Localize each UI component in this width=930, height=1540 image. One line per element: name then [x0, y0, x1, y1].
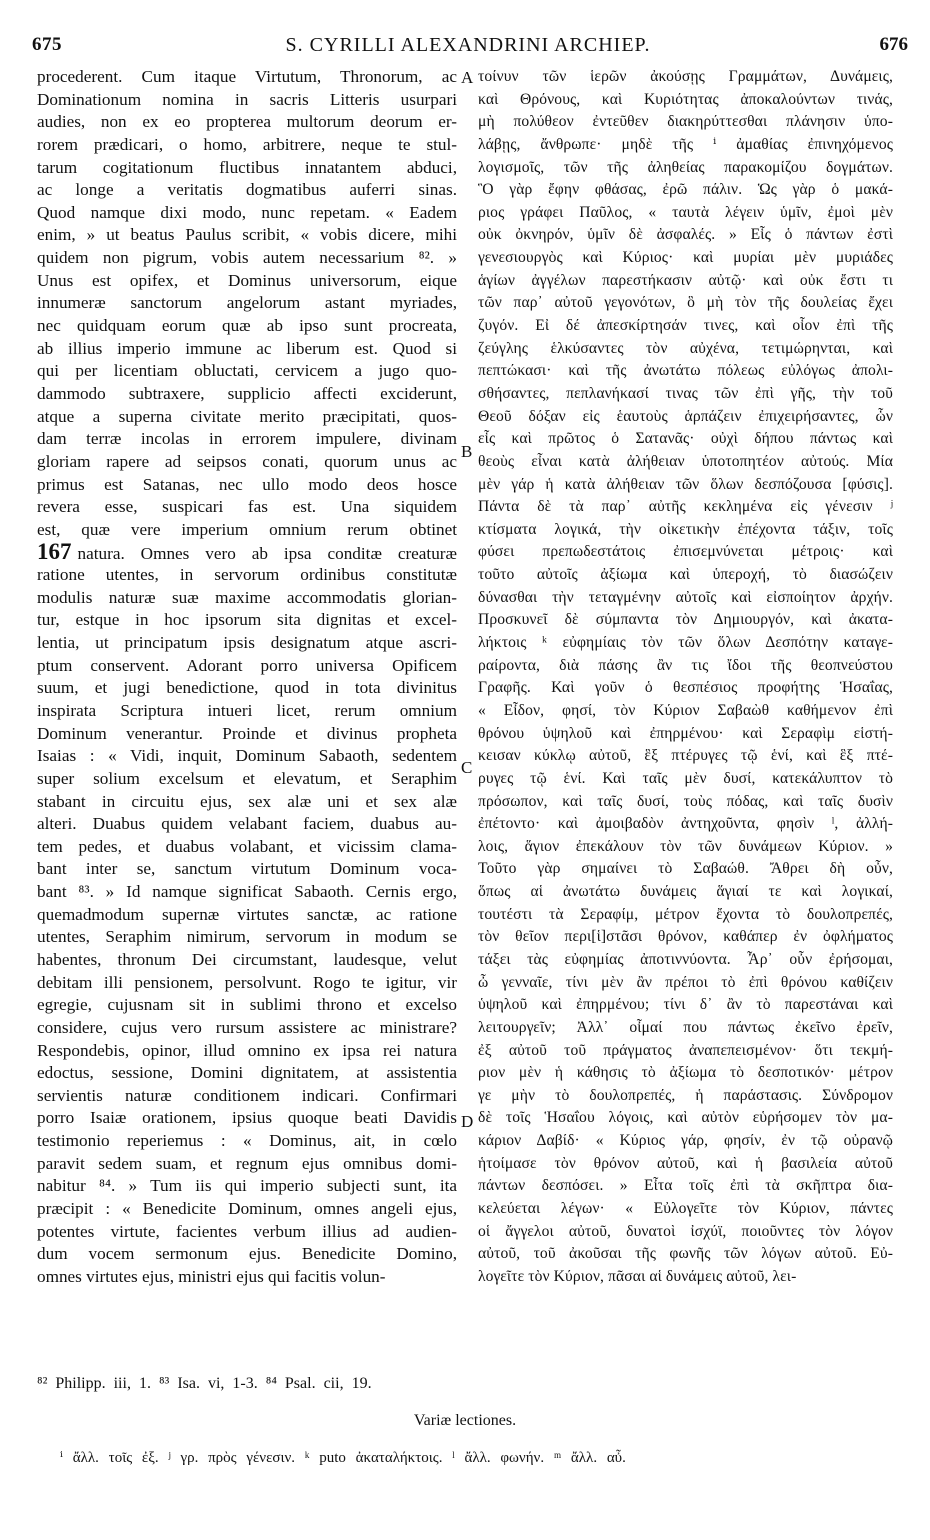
line-text: θρόνου ὑψηλοῦ καὶ ἐπηρμένου· καὶ Σεραφὶμ εἱστή-	[478, 724, 893, 742]
line-text: atque a superna civitate merito præcipitati, quos-	[37, 406, 457, 426]
line-text: αὐτοῦ, τοῦ ἀκοῦσαι τῆς φωνῆς τῶν λόγων αὐτοῦ. Εὐ-	[478, 1245, 893, 1263]
line-text: super solium excelsum et elevatum, et Seraphim	[37, 768, 457, 788]
line-text: ac longe a veritatis dogmatibus auferri sinas.	[37, 180, 457, 200]
line-text: πάντων δεσπόσει. » Εἶτα τοῖς ἐπὶ τὰ σκῆπτρα δια-	[478, 1177, 893, 1195]
text-line	[37, 949, 457, 972]
line-text: natura. Omnes vero ab ipsa conditæ creaturæ	[77, 544, 457, 564]
text-line	[478, 1107, 893, 1130]
line-text: ρυγες τῷ ἑνί. Καὶ ταῖς μὲν δυσί, κατεκάλυπτον τὸ	[478, 769, 893, 787]
margin-letter-a: A	[461, 68, 474, 87]
line-text: suum, et jugi benedictione, quod in tota divinitus	[37, 678, 457, 698]
line-text: utentes, Seraphim nimirum, servorum in modum se	[37, 927, 457, 947]
line-text: ratione utentes, in servorum ordinibus constitutæ	[37, 565, 457, 585]
text-line	[478, 111, 893, 134]
text-line	[37, 858, 457, 881]
line-text: καὶ Θρόνους, καὶ Κυριότητας ἀποκαλούντων τινάς,	[478, 90, 893, 108]
text-line	[478, 587, 893, 610]
text-line	[478, 949, 893, 972]
text-line	[37, 1017, 457, 1040]
line-text: κάριον Δαβίδ· « Κύριος γάρ, φησίν, ἐν τῷ οὐρανῷ	[478, 1132, 893, 1150]
line-text: porro Isaiæ orationem, ipsius quoque beati Davidis	[37, 1108, 457, 1128]
text-line	[478, 745, 893, 768]
text-line	[37, 406, 457, 429]
text-line	[37, 519, 457, 542]
line-text: quemadmodum supernæ virtutes sanctæ, ac ratione	[37, 904, 457, 924]
line-text: τῶν παρ᾿ αὐτοῦ γεγονότων, ὃ μὴ τὸν τῆς δουλείας ἔχει	[478, 294, 893, 312]
text-line	[478, 292, 893, 315]
text-line	[478, 383, 893, 406]
text-line	[37, 315, 457, 338]
line-text: habentes, thronum Dei circumstant, laudesque, velut	[37, 949, 457, 969]
line-text: κτίσματα λογικά, τὴν οἰκετικὴν ἐπέχοντα τάξιν, τοῖς	[478, 520, 893, 538]
text-line	[37, 1153, 457, 1176]
text-line	[37, 836, 457, 859]
greek-column	[478, 66, 893, 1289]
line-text: alteri. Duabus quidem velabant faciem, duabus au-	[37, 814, 457, 834]
text-line	[37, 292, 457, 315]
text-line	[478, 1130, 893, 1153]
footnotes: ⁸² Philipp. iii, 1. ⁸³ Isa. vi, 1-3. ⁸⁴ Psal. cii, 19.	[37, 1375, 372, 1392]
text-line	[478, 723, 893, 746]
text-line	[478, 1040, 893, 1063]
line-text: λήκτοις ᵏ εὐφημίαις τὸν τῶν ὅλων Δεσπότην καταγε-	[478, 634, 893, 652]
line-text: ptum conservent. Adorant porro universa Opificem	[37, 655, 457, 675]
line-text: ραίροντα, διὰ πάσης ἂν τις ἴδοι τῆς θεοπνεύστου	[478, 656, 893, 674]
line-text: enim, » ut beatus Paulus scribit, « vobis dicere, mihi	[37, 225, 457, 245]
line-text: modulis naturæ suæ maxime accommodatis glorian-	[37, 587, 457, 607]
text-line	[37, 1085, 457, 1108]
line-text: σθήσαντες, πεπλανήκασί τινας τῶν ἐπὶ γῆς, τὴν τοῦ	[478, 384, 893, 402]
text-line	[37, 813, 457, 836]
text-line	[37, 1130, 457, 1153]
text-line	[37, 451, 457, 474]
text-line	[37, 632, 457, 655]
line-text: δύνασθαι τὴν τεταγμένην αὐτοῖς καὶ εἰσποίητον ἀρχήν.	[478, 588, 893, 606]
line-text: tem pedes, et duabus volabant, et vicissim clama-	[37, 836, 457, 856]
line-text: considere, cujus vero rursum assistere ac ministrare?	[37, 1017, 457, 1037]
text-line	[37, 745, 457, 768]
line-text: λοις, ἅγιον ἐπεκάλουν τὸν τῶν δυνάμεων Κύριον. »	[478, 837, 893, 855]
line-text: « Εἶδον, φησί, τὸν Κύριον Σαβαὼθ καθήμενον ἐπὶ	[478, 701, 893, 719]
text-line	[37, 1198, 457, 1221]
text-line	[37, 791, 457, 814]
line-text: τάξει τὰς εὐφημίας ἀποτιννύοντα. Ἆρ᾿ οὖν ἐρήσομαι,	[478, 950, 893, 968]
text-line	[37, 66, 457, 89]
text-line	[478, 519, 893, 542]
line-text: Τοῦτο γὰρ σημαίνει τὸ Σαβαώθ. Ἄθρει δὴ οὖν,	[478, 860, 893, 878]
line-text: dam terræ incolas in errorem impulere, divinam	[37, 429, 457, 449]
text-line	[478, 1017, 893, 1040]
line-text: κελεύεται λέγων· « Εὐλογεῖτε τὸν Κύριον, πάντες	[478, 1200, 893, 1218]
text-line	[478, 1243, 893, 1266]
text-line	[478, 926, 893, 949]
running-header	[28, 34, 908, 60]
line-text: ριον μὲν ἡ κάθησις τὸ ἀξίωμα τὸ δεσποτικόν· μέτρον	[478, 1064, 893, 1082]
text-line	[37, 904, 457, 927]
line-text: οὐκ ὀκνηρόν, ὑμῖν δὲ ἀσφαλές. » Εἷς ὁ πάντων ἐστὶ	[478, 226, 893, 244]
text-line	[478, 1085, 893, 1108]
text-line	[37, 1040, 457, 1063]
text-line	[478, 338, 893, 361]
text-line	[478, 224, 893, 247]
text-line	[37, 587, 457, 610]
line-text: Θεοῦ δόξαν εἰς ἑαυτοὺς ἁρπάζειν ἐπιχειρήσαντες, ὧν	[478, 407, 893, 425]
text-line	[478, 655, 893, 678]
line-text: ὅπως αἱ ἀνωτάτω δυνάμεις ἅγιαί τε καὶ λογικαί,	[478, 883, 893, 901]
line-text: θεοὺς εἶναι κατὰ ἀλήθειαν ὑποτοπητέον αὐτούς. Μία	[478, 452, 893, 470]
variae-lectiones: ⁱ ἄλλ. τοῖς ἐξ. ʲ γρ. πρὸς γένεσιν. ᵏ puto ἀκαταλήκτοις. ˡ ἄλλ. φωνήν. ᵐ ἄλλ. αὖ.	[60, 1450, 626, 1466]
line-text: ζεύγλης ἑλκύσαντες τὸν αὐχένα, τετιμώρηνται, καὶ	[478, 339, 893, 357]
line-text: κεισαν κύκλῳ αὐτοῦ, ἓξ πτέρυγες τῷ ἑνί, καὶ ἓξ πτέ-	[478, 747, 893, 765]
text-line	[37, 1221, 457, 1244]
text-line	[478, 1266, 893, 1289]
text-line	[478, 972, 893, 995]
text-line	[478, 813, 893, 836]
text-line	[37, 1266, 457, 1289]
line-text: Unus est opifex, et Dominus universorum, eique	[37, 270, 457, 290]
text-line	[478, 541, 893, 564]
line-text: γενεσιουργὸς καὶ Κύριος· καὶ μυρίαι μὲν μυριάδες	[478, 249, 893, 267]
line-text: præcipit : « Benedicite Dominum, omnes angeli ejus,	[37, 1199, 457, 1219]
text-line	[37, 157, 457, 180]
text-line	[478, 157, 893, 180]
line-text: lentia, ut principatum ipsis designatum atque ascri-	[37, 633, 457, 653]
text-line	[37, 179, 457, 202]
line-text: Isaias : « Vidi, inquit, Dominum Sabaoth, sedentem	[37, 746, 457, 766]
line-text: omnes virtutes ejus, ministri ejus qui facitis volun-	[37, 1266, 386, 1286]
text-line	[37, 1107, 457, 1130]
text-line	[478, 134, 893, 157]
text-line	[478, 315, 893, 338]
line-text: stabant in circuitu ejus, sex alæ uni et sex alæ	[37, 791, 457, 811]
text-line	[37, 1175, 457, 1198]
line-text: τοίνυν τῶν ἱερῶν ἀκούσῃς Γραμμάτων, Δυνάμεις,	[478, 68, 893, 85]
text-line	[37, 360, 457, 383]
line-text: Πάντα δὲ τὰ παρ᾿ αὐτῆς κεκλημένα εἰς γένεσιν ʲ	[478, 498, 893, 516]
text-line	[478, 179, 893, 202]
line-text: egregie, cujusnam sit in sublimi throno et excelso	[37, 995, 457, 1015]
line-text: τὸν θεῖον περι[ἱ]στᾶσι θρόνον, καθάπερ ἐν ὀφλήματος	[478, 928, 893, 946]
line-text: servientis naturæ conditionem indicari. Confirmari	[37, 1085, 457, 1105]
line-text: Ὃ γὰρ ἔφην φθάσας, ἐρῶ πάλιν. Ὡς γὰρ ὁ μακά-	[478, 181, 893, 199]
text-line	[478, 270, 893, 293]
line-text: paravit sedem suam, et regnum ejus omnibus domi-	[37, 1153, 457, 1173]
text-line	[37, 1062, 457, 1085]
text-line	[478, 1153, 893, 1176]
line-text: edoctus, sessione, Domini dignitatem, at assistentia	[37, 1063, 457, 1083]
text-line	[37, 655, 457, 678]
text-line	[478, 406, 893, 429]
text-line	[37, 247, 457, 270]
text-line	[37, 541, 457, 564]
text-line	[37, 202, 457, 225]
latin-column	[37, 66, 457, 1289]
line-text: bant ⁸³. » Id namque significat Sabaoth. Cernis ergo,	[37, 882, 457, 902]
line-text: λειτουργεῖν; Ἀλλ᾿ οἶμαί που πάντως ἐκεῖνο ἐρεῖν,	[478, 1018, 893, 1036]
text-line	[478, 451, 893, 474]
line-text: εἷς καὶ πρῶτος ὁ Σατανᾶς· οὐχὶ δήπου πάντως καὶ	[478, 430, 893, 448]
text-line	[37, 89, 457, 112]
text-line	[37, 609, 457, 632]
text-line	[478, 858, 893, 881]
text-line	[37, 994, 457, 1017]
line-text: μὲν γάρ ἡ κατὰ ἀλήθειαν τῶν ὅλων δεσπόζουσα [φύσις].	[478, 475, 893, 493]
text-line	[37, 723, 457, 746]
line-text: τουτέστι τὰ Σεραφίμ, μέτρον ἔχοντα τὸ δουλοπρεπές,	[478, 905, 893, 923]
column-number-marker: 167	[37, 539, 72, 565]
text-line	[37, 1243, 457, 1266]
line-text: φύσει πρεπωδεστάτοις ἐπισεμνύνεται μέτροις· καὶ	[478, 543, 893, 561]
margin-letter-b: B	[461, 442, 473, 461]
line-text: ἁγίων ἀγγέλων παρεστήκασιν αὐτῷ· καὶ οὐκ ἔστι τι	[478, 271, 893, 289]
line-text: Προσκυνεῖ δὲ σύμπαντα τὸν Δημιουργόν, καὶ ἀκατα-	[478, 611, 893, 629]
text-line	[37, 338, 457, 361]
line-text: ἡτοίμασε τὸν θρόνον αὐτοῦ, καὶ ἡ βασιλεία αὐτοῦ	[478, 1154, 893, 1172]
line-text: ἐξ αὐτοῦ τοῦ πράγματος ἀναπεπεισμένον· ὅτι τεκμή-	[478, 1041, 893, 1059]
text-line	[478, 428, 893, 451]
text-line	[37, 111, 457, 134]
text-line	[478, 202, 893, 225]
text-line	[37, 972, 457, 995]
line-text: δὲ τοῖς Ἡσαΐου λόγοις, καὶ αὐτὸν εὑρήσομεν τὸν μα-	[478, 1109, 893, 1127]
text-line	[478, 496, 893, 519]
text-line	[37, 428, 457, 451]
line-text: inspirata Scriptura intueri licet, rerum omnium	[37, 700, 457, 720]
text-line	[478, 474, 893, 497]
text-line	[37, 700, 457, 723]
line-text: οἱ ἄγγελοι αὐτοῦ, δυνατοὶ ἰσχύϊ, ποιοῦντες τὸν λόγον	[478, 1222, 893, 1240]
line-text: nabitur ⁸⁴. » Tum iis qui imperio subjecti sunt, ita	[37, 1176, 457, 1196]
line-text: qui per licentiam obluctati, cervicem a jugo quo-	[37, 361, 457, 381]
line-text: quidem non pigrum, vobis autem necessarium ⁸². »	[37, 248, 457, 268]
line-text: revera esse, suspicari fas est. Una siquidem	[37, 497, 457, 517]
line-text: ἐπέτοντο· καὶ ἀμοιβαδὸν ἀντηχοῦντα, φησὶν ˡ, ἀλλή-	[478, 815, 893, 833]
text-line	[478, 677, 893, 700]
line-text: ὦ γενναῖε, τίνι μὲν ἂν πρέποι τὸ ἐπὶ θρόνου καθίζειν	[478, 973, 893, 991]
line-text: Quod namque dixi modo, nunc repetam. « Eadem	[37, 202, 457, 222]
line-text: tur, estque in hoc ipsorum sita dignitas et excel-	[37, 610, 457, 630]
line-text: ab illius imperio immune ac liberum est. Quod si	[37, 338, 457, 358]
line-text: innumeræ sanctorum angelorum astant myriades,	[37, 293, 457, 313]
text-line	[478, 1175, 893, 1198]
text-line	[478, 791, 893, 814]
line-text: est, quæ vere imperium omnium rerum obtinet	[37, 519, 457, 539]
line-text: πρόσωπον, καὶ ταῖς δυσί, τοὺς πόδας, καὶ ταῖς δυσὶν	[478, 792, 893, 810]
text-line	[37, 881, 457, 904]
line-text: procederent. Cum itaque Virtutum, Thronorum, ac	[37, 67, 457, 86]
line-text: dum vocem sermonum ejus. Benedicite Domino,	[37, 1244, 457, 1264]
text-line	[478, 360, 893, 383]
margin-letter-d: D	[461, 1112, 474, 1131]
page-number-right: 676	[879, 34, 908, 55]
line-text: bant inter se, sanctum virtutum Dominum voca-	[37, 859, 457, 879]
line-text: tarum cogitationum fluctibus innatantem abduci,	[37, 157, 457, 177]
text-line	[478, 881, 893, 904]
variae-lectiones-title: Variæ lectiones.	[413, 1412, 517, 1429]
text-line	[478, 700, 893, 723]
margin-letter-c: C	[461, 758, 473, 777]
line-text: ὑψηλοῦ καὶ ἐπηρμένου; τίνι δ᾿ ἂν τὸ παρεστάναι καὶ	[478, 996, 893, 1014]
text-line	[478, 247, 893, 270]
text-line	[37, 677, 457, 700]
text-line	[37, 768, 457, 791]
text-line	[478, 609, 893, 632]
text-line	[478, 632, 893, 655]
text-line	[478, 564, 893, 587]
line-text: potentes virtute, facientes verbum illius ad audien-	[37, 1221, 457, 1241]
line-text: μὴ πολύθεον ἐντεῦθεν διακηρύττεσθαι πλάνησιν ὑπο-	[478, 113, 893, 131]
text-line	[37, 474, 457, 497]
text-line	[478, 1198, 893, 1221]
line-text: ριος γράφει Παῦλος, « ταυτὰ λέγειν ὑμῖν, ἐμοὶ μὲν	[478, 203, 893, 221]
text-line	[478, 904, 893, 927]
line-text: Respondebis, opinor, illud omnino ex ipsa rei natura	[37, 1040, 457, 1060]
line-text: λογεῖτε τὸν Κύριον, πᾶσαι αἱ δυνάμεις αὐτοῦ, λει-	[478, 1267, 797, 1285]
text-line	[478, 1221, 893, 1244]
line-text: dammodo subtraxere, supplicio affecti exciderunt,	[37, 383, 457, 403]
running-title: S. CYRILLI ALEXANDRINI ARCHIEP.	[285, 34, 651, 56]
line-text: πεπτώκασι· καὶ τῆς ἀνωτάτω πόλεως εὐλόγως ἀπολι-	[478, 362, 893, 380]
text-line	[478, 66, 893, 89]
line-text: Dominationum nomina in sacris Litteris usurpari	[37, 89, 457, 109]
text-line	[37, 926, 457, 949]
text-line	[37, 564, 457, 587]
page-number-left: 675	[32, 34, 62, 55]
text-line	[478, 994, 893, 1017]
text-line	[478, 768, 893, 791]
line-text: debitam illi pensionem, persolvunt. Rogo te igitur, vir	[37, 972, 457, 992]
line-text: testimonio reperiemus : « Dominus, ait, in cœlo	[37, 1131, 457, 1151]
text-line	[37, 224, 457, 247]
text-line	[478, 89, 893, 112]
line-text: Dominum venerantur. Proinde et divinus propheta	[37, 723, 457, 743]
line-text: gloriam rapere ad seipsos conati, quorum unus ac	[37, 451, 457, 471]
text-line	[37, 134, 457, 157]
line-text: τοῦτο αὐτοῖς ἀξίωμα καὶ ὑπεροχή, τὸ διασώζειν	[478, 566, 893, 584]
line-text: γε μὴν τὸ δουλοπρεπές, ἡ παράστασις. Σύνδρομον	[478, 1086, 893, 1104]
text-line	[37, 270, 457, 293]
line-text: Γραφῆς. Καὶ γοῦν ὁ θεσπέσιος προφήτης Ἡσαΐας,	[478, 679, 893, 697]
line-text: nec quidquam eorum quæ ab ipso sunt procreata,	[37, 316, 457, 336]
line-text: λογισμοῖς, τῶν τῆς ἀληθείας παρακομίζου δογμάτων.	[478, 158, 893, 176]
text-line	[37, 383, 457, 406]
text-line	[478, 836, 893, 859]
line-text: λάβῃς, ἄνθρωπε· μηδὲ τῆς ⁱ ἀμαθίας ἐπινηχόμενος	[478, 135, 893, 153]
line-text: ζυγόν. Εἰ δέ ἀπεσκίρτησάν τινες, καὶ οἷον ἐπὶ τῆς	[478, 317, 893, 335]
text-line	[478, 1062, 893, 1085]
text-line	[37, 496, 457, 519]
line-text: rorem prædicari, o homo, arbitrere, neque te stul-	[37, 134, 457, 154]
line-text: primus est Satanas, nec ullo modo deos hosce	[37, 474, 457, 494]
line-text: audies, non ex eo propterea multorum deorum er-	[37, 112, 457, 132]
